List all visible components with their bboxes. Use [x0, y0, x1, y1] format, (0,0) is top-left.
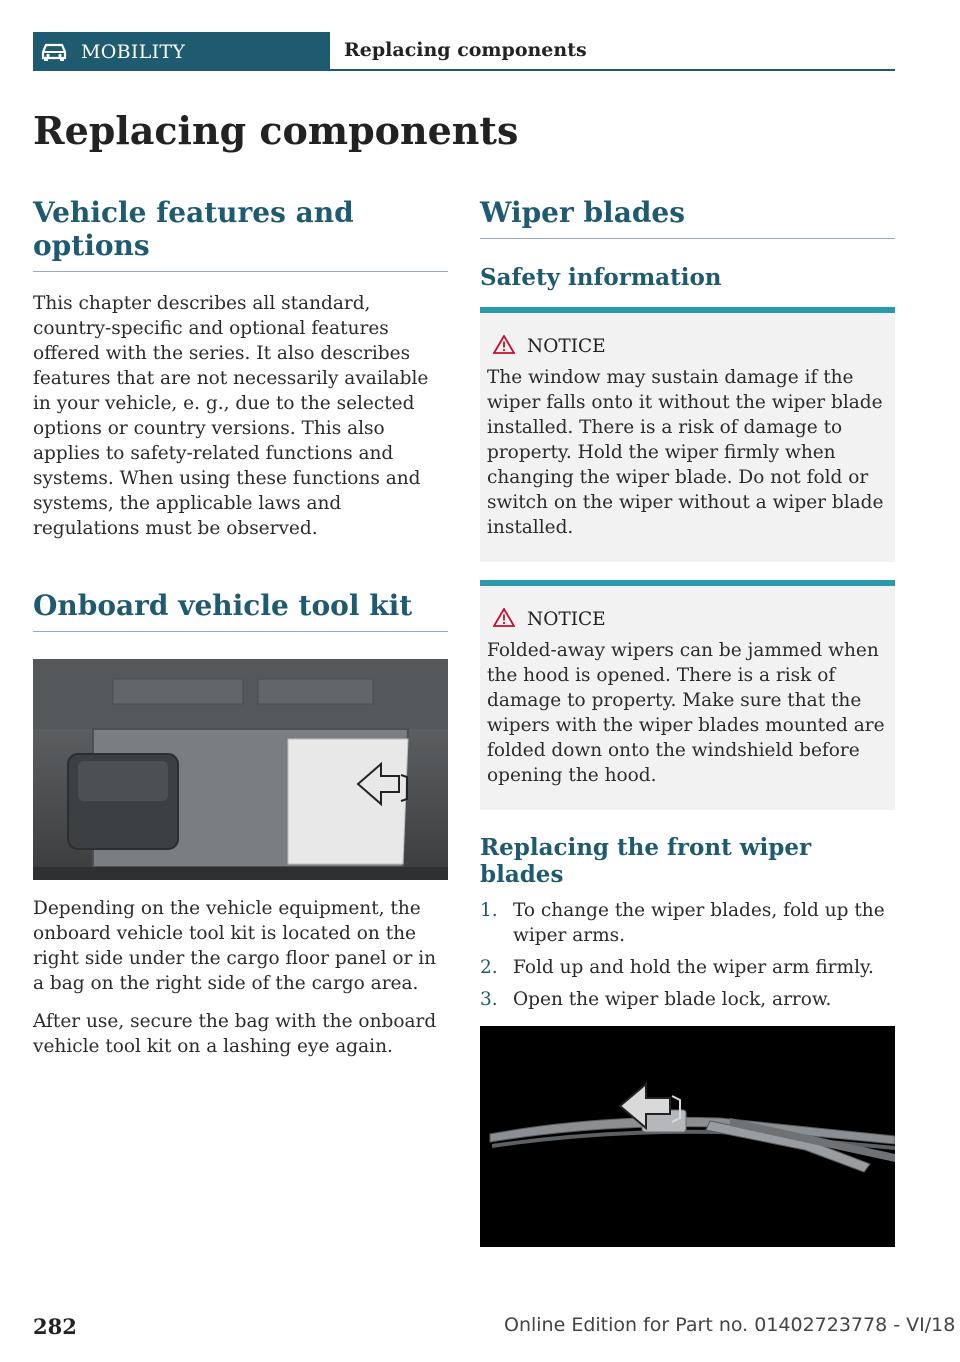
- wiper-blade-image: [480, 1026, 895, 1247]
- list-item: [480, 987, 895, 1012]
- step-text: Open the wiper blade lock, arrow.: [513, 989, 832, 1010]
- notice-label: NOTICE: [527, 609, 606, 630]
- page-title: Replacing components: [33, 108, 519, 153]
- list-item: [480, 898, 895, 948]
- notice-text: The window may sustain damage if the wiper falls onto it without the wiper blade installed. There is a risk of damage to property. Hold the wiper firmly when changing the wiper blade. Do not fold or switch on the wiper without a wiper blade installed.: [487, 367, 884, 538]
- section-title: Replacing components: [344, 39, 587, 61]
- vehicle-features-text: This chapter describes all standard, country-specific and optional features offered with the series. It also describes features that are not necessarily available in your vehicle, e. g., due to the selected options or country versions. This also applies to safety-related functions and systems. When using these functions and systems, the applicable laws and regulations must be observed.: [33, 293, 429, 539]
- step-text: To change the wiper blades, fold up the wiper arms.: [513, 900, 885, 946]
- step-number: 1.: [480, 900, 498, 921]
- step-text: Fold up and hold the wiper arm firmly.: [513, 957, 874, 978]
- tool-kit-image: [33, 659, 448, 880]
- tool-kit-heading: Onboard vehicle tool kit: [33, 589, 448, 632]
- notice-header: [487, 335, 887, 357]
- warning-icon: [493, 335, 515, 354]
- step-number: 2.: [480, 957, 498, 978]
- notice-label: NOTICE: [527, 336, 606, 357]
- tool-kit-para-1: Depending on the vehicle equipment, the onboard vehicle tool kit is located on the right side under the cargo floor panel or in a bag on the right side of the cargo area.: [33, 898, 437, 994]
- warning-icon: [493, 608, 515, 627]
- step-number: 3.: [480, 989, 498, 1010]
- safety-info-heading: Safety information: [480, 264, 722, 291]
- notice-box: [480, 307, 895, 562]
- chapter-label: MOBILITY: [81, 41, 186, 63]
- edition-footer: Online Edition for Part no. 01402723778 - VI/18: [504, 1314, 956, 1336]
- replace-wiper-heading: Replacing the front wiper blades: [480, 834, 812, 888]
- tool-kit-para-2: After use, secure the bag with the onboard vehicle tool kit on a lashing eye again.: [33, 1011, 437, 1057]
- notice-text: Folded-away wipers can be jammed when the hood is opened. There is a risk of damage to property. Make sure that the wipers with the wiper blades mounted are folded down onto the windshield before opening the hood.: [487, 640, 885, 786]
- right-column: [480, 196, 895, 1247]
- header-divider: [330, 69, 895, 71]
- wiper-blades-heading: Wiper blades: [480, 196, 895, 239]
- notice-box: [480, 580, 895, 810]
- vehicle-features-heading: Vehicle features and options: [33, 196, 448, 272]
- page-number: 282: [33, 1314, 77, 1339]
- notice-header: [487, 608, 887, 630]
- left-column: [33, 196, 448, 1059]
- steps-list: [480, 898, 895, 1012]
- chapter-tab: [33, 32, 330, 71]
- list-item: [480, 955, 895, 980]
- car-icon: [39, 42, 69, 62]
